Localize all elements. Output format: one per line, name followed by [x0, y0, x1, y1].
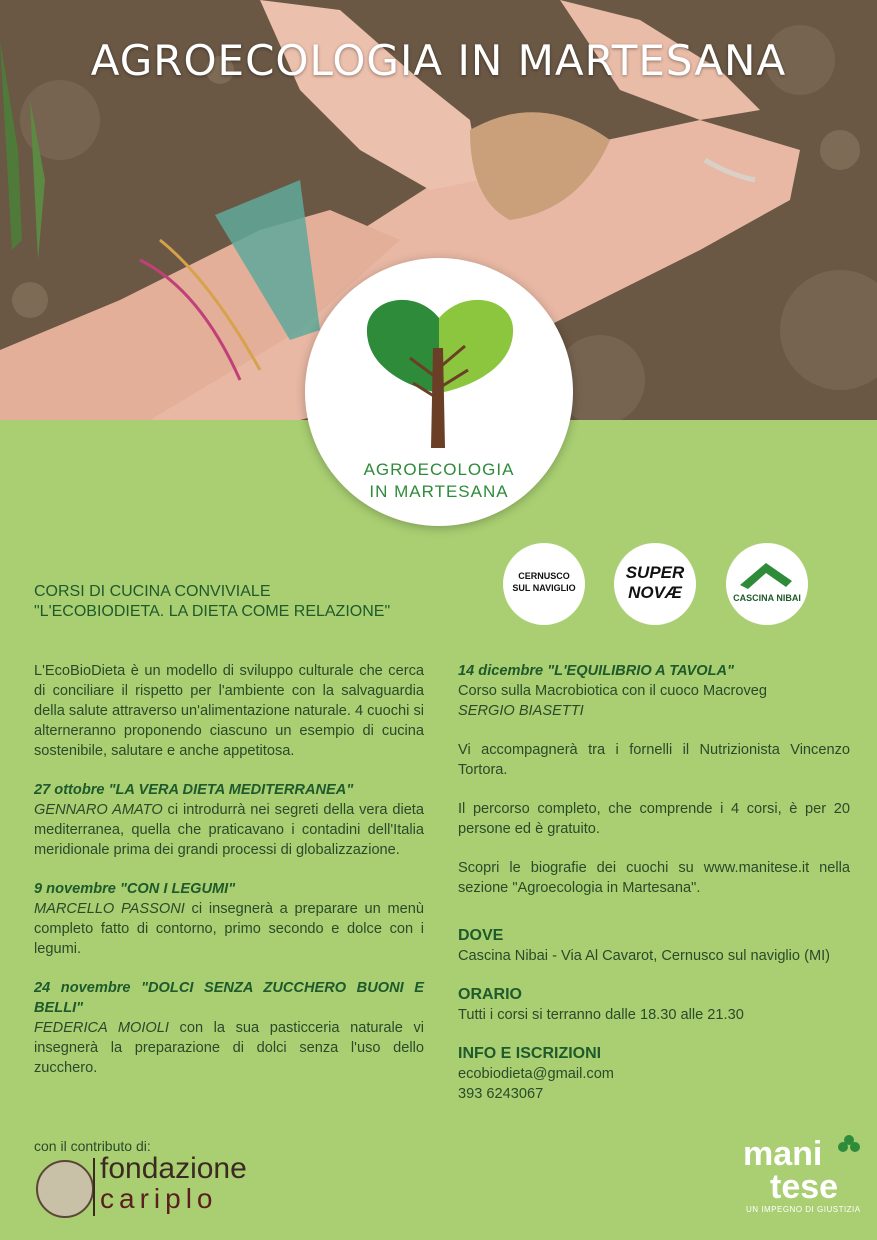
- course-heading: CORSI DI CUCINA CONVIVIALE "L'ECOBIODIETA. LA DIETA COME RELAZIONE": [34, 583, 391, 620]
- cascina-roof-icon: [726, 543, 808, 625]
- logo-text-line2: IN MARTESANA: [369, 482, 509, 501]
- contributo-label: con il contributo di:: [34, 1138, 151, 1154]
- contact-email: ecobiodieta@gmail.com: [458, 1066, 614, 1082]
- logo-text-line1: AGROECOLOGIA: [363, 460, 515, 479]
- agroecologia-logo: [305, 258, 573, 526]
- right-column: [458, 661, 850, 1123]
- fondazione-divider: [93, 1158, 95, 1216]
- nutrizionista-text: Vi accompagnerà tra i fornelli il Nutrizionista Vincenzo Tortora.: [458, 742, 850, 778]
- intro-text: L'EcoBioDieta è un modello di sviluppo culturale che cerca di conciliare il rispetto per l'ambiente con la salvaguardia della salute attraverso un'alimentazione naturale. 4 cuochi si alterneranno proponendo ciascuno un esempio di cucina sostenibile, salutare e anche appetitosa.: [34, 663, 424, 759]
- partner-logo-supernovae: SUPER NOVÆ: [614, 543, 696, 625]
- event-3: 24 novembre "DOLCI SENZA ZUCCHERO BUONI E BELLI" FEDERICA MOIOLI con la sua pasticceria naturale vi insegnerà la preparazione di dolci senza l'uso dello zucchero.: [34, 980, 424, 1076]
- dove-section: DOVE Cascina Nibai - Via Al Cavarot, Cernusco sul naviglio (MI): [458, 927, 831, 964]
- fondazione-seal-icon: [36, 1160, 94, 1218]
- manitese-logo-line2: tese: [770, 1168, 839, 1206]
- fondazione-logo-line1: fondazione: [100, 1152, 247, 1185]
- orario-section: ORARIO Tutti i corsi si terranno dalle 18.30 alle 21.30: [458, 986, 744, 1023]
- contact-phone: 393 6243067: [458, 1086, 544, 1102]
- event-2: 9 novembre "CON I LEGUMI" MARCELLO PASSONI ci insegnerà a preparare un menù completo fatto di contorno, primo secondo e dolce con i legumi.: [34, 881, 424, 957]
- info-section: INFO E ISCRIZIONI ecobiodieta@gmail.com 393 6243067: [458, 1045, 614, 1102]
- main-title: AGROECOLOGIA IN MARTESANA: [90, 36, 787, 85]
- clover-icon: [838, 1134, 860, 1156]
- fondazione-logo-line2: cariplo: [100, 1183, 218, 1214]
- event-4: 14 dicembre "L'EQUILIBRIO A TAVOLA" Corso sulla Macrobiotica con il cuoco Macroveg SERGIO BIASETTI: [458, 663, 768, 719]
- manitese-logo-line1: mani: [743, 1135, 823, 1173]
- manitese-tagline: UN IMPEGNO DI GIUSTIZIA: [746, 1205, 861, 1214]
- percorso-text: Il percorso completo, che comprende i 4 corsi, è per 20 persone ed è gratuito.: [458, 801, 850, 837]
- scopri-text: Scopri le biografie dei cuochi su www.manitese.it nella sezione "Agroecologia in Martesana".: [458, 860, 850, 896]
- partner-logo-cascina-nibai: CASCINA NIBAI: [726, 543, 808, 625]
- left-column: [34, 661, 424, 1097]
- partner-logo-cernusco: CERNUSCO SUL NAVIGLIO: [503, 543, 585, 625]
- event-1: 27 ottobre "LA VERA DIETA MEDITERRANEA" GENNARO AMATO ci introdurrà nei segreti della vera dieta mediterranea, quella che praticavano i contadini dell'Italia meridionale prima dei grandi processi di globalizzazione.: [34, 782, 424, 858]
